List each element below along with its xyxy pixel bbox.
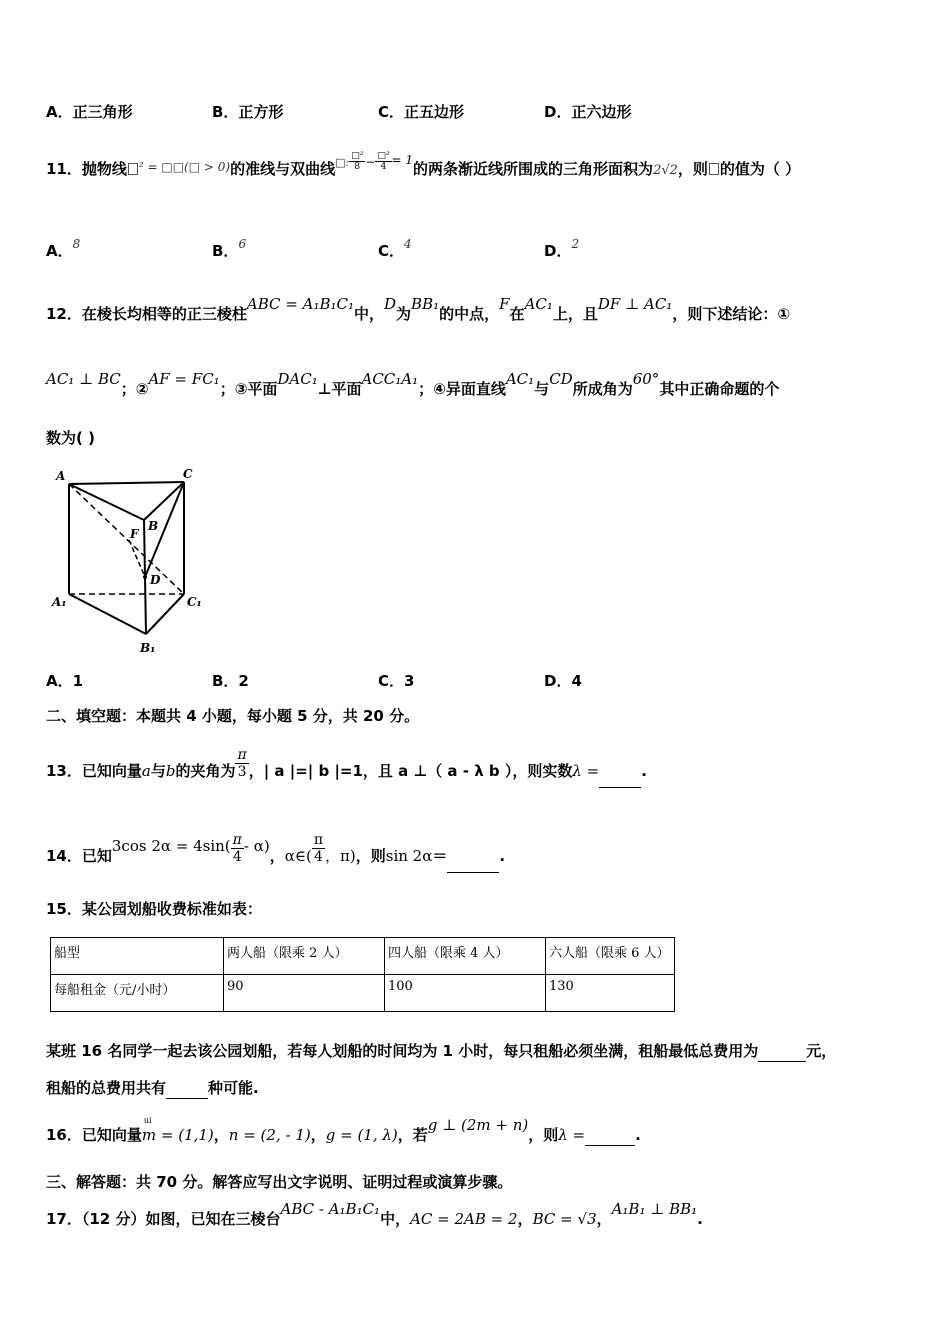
- edge-b1c1: [146, 594, 184, 634]
- frac-num: π: [313, 832, 324, 848]
- q12-line-cd: CD: [549, 370, 573, 388]
- edge-ac: [69, 482, 184, 484]
- q11-hyperbola-rhs: = 1: [391, 153, 414, 167]
- q10-option-d: D．正六边形: [544, 103, 632, 121]
- q15-paragraph-line1: [46, 1040, 910, 1062]
- q12-text: 中，: [353, 305, 384, 323]
- edge-ab: [69, 484, 144, 520]
- frac-den: 3: [237, 764, 247, 780]
- section-2-title: 二、填空题：本题共 4 小题，每小题 5 分，共 20 分。: [46, 707, 420, 725]
- section-3-title: 三、解答题：共 70 分。解答应写出文字说明、证明过程或演算步骤。: [46, 1173, 513, 1191]
- q13-vector-b: b: [165, 762, 176, 780]
- q14-text: ＝: [432, 847, 448, 865]
- q15-number: 15．: [46, 900, 82, 918]
- q12-text: 上，且: [552, 305, 598, 323]
- q17-condition-2: BC = √3: [532, 1210, 597, 1228]
- label-c: C: [183, 467, 193, 481]
- option-label: D．: [544, 242, 572, 260]
- q13-vector-a: a: [141, 762, 151, 780]
- q11-hyperbola-prefix: □:: [335, 156, 350, 169]
- q16-number: 16．: [46, 1126, 82, 1144]
- q11-text: 的准线与双曲线: [230, 160, 336, 178]
- frac-den: 4: [380, 162, 387, 172]
- q15-text: 种可能.: [208, 1079, 259, 1097]
- q13-stem: [46, 747, 910, 788]
- q12-options: [46, 670, 910, 692]
- q12-option-d: D．4: [544, 672, 582, 690]
- q15-paragraph-line2: [46, 1077, 910, 1099]
- q12-stem-line1: [46, 295, 910, 325]
- q15-intro: [46, 898, 910, 920]
- q10-options: [46, 101, 910, 123]
- option-value: 4: [404, 237, 412, 251]
- label-f: F: [130, 527, 139, 541]
- q17-text: .: [697, 1210, 703, 1228]
- q15-text: 元，: [806, 1042, 837, 1060]
- q12-number: 12．: [46, 305, 82, 323]
- q12-text: 与: [534, 380, 550, 398]
- q15-text: 某班 16 名同学一起去该公园划船，若每人划船的时间均为 1 小时，每只租船必须坐满，租船最低总费用为: [46, 1042, 759, 1060]
- label-b: B: [148, 519, 159, 533]
- q12-prism: ABC = A₁B₁C₁: [246, 295, 354, 313]
- diag-ac1: [69, 484, 184, 594]
- q13-number: 13．: [46, 762, 82, 780]
- q11-option-b: [212, 237, 378, 263]
- q17-stem: [46, 1200, 910, 1230]
- q12-text: 在棱长均相等的正三棱柱: [81, 305, 247, 323]
- q16-condition: g ⊥ (2m + n): [427, 1116, 529, 1134]
- frac-den: 8: [354, 162, 361, 172]
- q12-option-c: C．3: [378, 672, 415, 690]
- q17-condition-1: AC = 2AB = 2: [410, 1210, 518, 1228]
- q14-text: ，: [269, 847, 285, 865]
- q12-text: 其中正确命题的个: [659, 380, 780, 398]
- edge-bc: [144, 482, 184, 520]
- q12-statement-2: AF = FC₁: [148, 370, 220, 388]
- q12-text: 在: [509, 305, 525, 323]
- q14-equation-frac: [231, 832, 244, 865]
- q12-edge-bb1: BB₁: [411, 295, 440, 313]
- q13-text: 的夹角为: [175, 762, 236, 780]
- q12-text: 所成角为: [572, 380, 633, 398]
- q11-number: 11．: [46, 160, 82, 178]
- q12-plane-dac1: DAC₁: [277, 370, 318, 388]
- q17-frustum: ABC - A₁B₁C₁: [280, 1200, 381, 1218]
- q14-text: ，则: [355, 847, 386, 865]
- table-cell: 六人船（限乘 6 人）: [546, 938, 675, 975]
- q11-hyperbola-frac1: [349, 151, 365, 172]
- frac-num: π: [237, 747, 247, 763]
- q12-prism-figure: [44, 462, 224, 662]
- q16-text: ，: [310, 1126, 326, 1144]
- q12-diag-ac1: AC₁: [524, 295, 553, 313]
- q13-text: 与: [150, 762, 166, 780]
- q16-vector-n: n = (2, - 1): [228, 1126, 311, 1144]
- q16-vector-m-wrap: [141, 1116, 214, 1146]
- table-header-row: [51, 938, 675, 975]
- q12-text: 为: [396, 305, 412, 323]
- table-cell: 90: [224, 975, 385, 1012]
- q11-text: ，则: [677, 160, 708, 178]
- table-cell: 每船租金（元/小时）: [51, 975, 224, 1012]
- q13-text: 已知向量: [81, 762, 142, 780]
- q12-stem-line3: [46, 427, 910, 449]
- q12-statement-1: AC₁ ⊥ BC: [46, 370, 121, 388]
- q15-text: 租船的总费用共有: [46, 1079, 167, 1097]
- q14-equation-right: - α): [243, 837, 270, 855]
- q14-target: sin 2α: [385, 847, 433, 865]
- q12-text: ⊥平面: [317, 380, 362, 398]
- point-d-mark: [143, 575, 147, 579]
- q17-text: 中，: [380, 1210, 411, 1228]
- option-label: A．: [46, 242, 73, 260]
- q11-stem: [46, 151, 910, 182]
- q11-option-a: [46, 237, 212, 263]
- q12-option-b: B．2: [212, 672, 249, 690]
- q11-text: 的值为（ ）: [719, 160, 801, 178]
- label-a: A: [56, 469, 66, 483]
- q14-answer-blank[interactable]: [447, 856, 499, 873]
- table-row: [51, 975, 675, 1012]
- option-label: B．: [212, 242, 239, 260]
- q17-number: 17．: [46, 1210, 82, 1228]
- q16-vector-g: g = (1, λ): [325, 1126, 398, 1144]
- q14-text: 已知: [81, 847, 112, 865]
- table-cell: 四人船（限乘 4 人）: [385, 938, 546, 975]
- q14-number: 14．: [46, 847, 82, 865]
- q12-option-a: A．1: [46, 672, 84, 690]
- option-label: C．: [378, 242, 405, 260]
- q16-lambda: λ =: [558, 1126, 586, 1144]
- q12-point-f: F: [499, 295, 510, 313]
- option-value: 2: [571, 237, 580, 251]
- minus-sign: −: [365, 155, 376, 169]
- q16-vector-m: m = (1,1): [141, 1126, 214, 1144]
- q10-option-a: A．正三角形: [46, 103, 133, 121]
- q11-hyperbola-frac2: [375, 151, 391, 172]
- q16-text: .: [635, 1126, 641, 1144]
- q14-range-frac: [312, 832, 325, 865]
- q12-plane-acc1a1: ACC₁A₁: [361, 370, 419, 388]
- vector-arrow-glyph: ui: [143, 1116, 152, 1125]
- frac-num: □²: [377, 151, 390, 161]
- table-cell: 130: [546, 975, 675, 1012]
- q16-text: 已知向量: [81, 1126, 142, 1144]
- q12-text: ，则下述结论：①: [672, 305, 791, 323]
- q12-point-d: D: [384, 295, 397, 313]
- label-c1: C₁: [187, 595, 202, 609]
- seg-df: [129, 540, 145, 577]
- q15-answer-blank-2[interactable]: [166, 1082, 208, 1099]
- q17-text: ，: [517, 1210, 533, 1228]
- frac-den: 4: [232, 849, 242, 865]
- label-d: D: [150, 573, 161, 587]
- q12-text: ；②: [120, 380, 149, 398]
- q12-angle: 60°: [632, 370, 660, 388]
- q16-stem: [46, 1116, 910, 1146]
- option-value: 6: [238, 237, 247, 251]
- q12-line-ac1: AC₁: [505, 370, 535, 388]
- q17-condition-3: A₁B₁ ⊥ BB₁: [611, 1200, 698, 1218]
- q16-text: ，若: [397, 1126, 428, 1144]
- q11-parabola-eq: ² = □□(□ > 0): [138, 160, 231, 174]
- q14-equation-left: 3cos 2α = 4sin(: [111, 837, 231, 855]
- label-b1: B₁: [140, 641, 156, 655]
- boat-fee-table: [50, 937, 675, 1012]
- q16-text: ，: [213, 1126, 229, 1144]
- q13-text: ，| a |=| b |=1，且 a ⊥（ a - λ b ），则实数: [248, 762, 573, 780]
- q11-area-value: 2√2: [653, 163, 678, 178]
- q13-angle-frac: [235, 747, 248, 780]
- q14-range-right: ，π): [325, 847, 356, 865]
- table-cell: 100: [385, 975, 546, 1012]
- q12-stem-line2: [46, 370, 910, 400]
- frac-num: □²: [351, 151, 364, 161]
- table-cell: 船型: [51, 938, 224, 975]
- frac-num: π: [232, 832, 242, 848]
- q12-condition: DF ⊥ AC₁: [597, 295, 673, 313]
- q12-text: ；④异面直线: [418, 380, 506, 398]
- q16-text: ，则: [528, 1126, 559, 1144]
- q13-answer-blank[interactable]: [599, 771, 641, 788]
- edge-a1b1: [69, 594, 146, 634]
- q12-text: 数为( ): [46, 429, 95, 447]
- q17-text: ，: [596, 1210, 612, 1228]
- q15-text: 某公园划船收费标准如表：: [81, 900, 262, 918]
- q13-lambda: λ =: [572, 762, 600, 780]
- label-a1: A₁: [52, 595, 67, 609]
- q15-answer-blank-1[interactable]: [758, 1045, 806, 1062]
- table-cell: 两人船（限乘 2 人）: [224, 938, 385, 975]
- placeholder-glyph: [128, 163, 138, 175]
- q12-text: 的中点，: [439, 305, 500, 323]
- q12-text: ；③平面: [219, 380, 278, 398]
- q11-options: [46, 237, 910, 263]
- q14-range-left: α∈(: [284, 847, 312, 865]
- q10-option-b: B．正方形: [212, 103, 284, 121]
- q13-text: .: [641, 762, 647, 780]
- q11-text: 抛物线: [81, 160, 127, 178]
- q14-text: .: [499, 847, 506, 865]
- q14-stem: [46, 832, 910, 873]
- placeholder-glyph: [709, 163, 719, 175]
- q16-answer-blank[interactable]: [585, 1129, 635, 1146]
- q11-text: 的两条渐近线所围成的三角形面积为: [413, 160, 654, 178]
- q10-option-c: C．正五边形: [378, 103, 465, 121]
- frac-den: 4: [313, 849, 323, 865]
- q11-option-c: [378, 237, 544, 263]
- q11-option-d: [544, 237, 710, 263]
- option-value: 8: [72, 237, 81, 251]
- q17-text: （12 分）如图，已知在三棱台: [81, 1210, 281, 1228]
